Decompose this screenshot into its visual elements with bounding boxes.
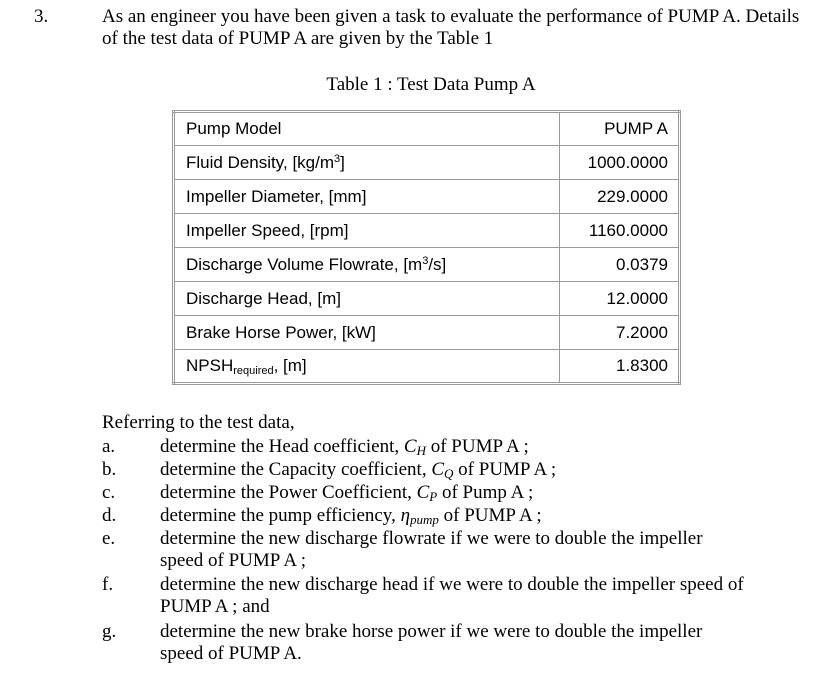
task-letter: b. (102, 459, 117, 480)
task-item-f (102, 574, 802, 618)
row-value: 7.2000 (560, 316, 680, 350)
task-text (160, 505, 780, 527)
row-label: Impeller Diameter, [mm] (174, 180, 560, 214)
symbol-subscript: Q (444, 466, 454, 481)
row-label (174, 248, 560, 282)
task-letter: f. (102, 574, 114, 595)
row-value: 229.0000 (560, 180, 680, 214)
question-number: 3. (34, 6, 49, 27)
task-text: determine the new discharge head if we were to double the impeller speed of PUMP A ; and (160, 574, 744, 617)
table-row (174, 282, 680, 316)
table-row (174, 180, 680, 214)
row-label-text: Discharge Volume Flowrate, [m (186, 254, 423, 274)
symbol-c-q (431, 459, 453, 480)
row-label: Discharge Head, [m] (174, 282, 560, 316)
task-item-d (102, 505, 802, 527)
row-label (174, 146, 560, 180)
row-label: Pump Model (174, 112, 560, 146)
task-text: determine the new brake horse power if we were to double the impeller speed of PUMP A. (160, 621, 703, 664)
row-label: Impeller Speed, [rpm] (174, 214, 560, 248)
row-label: Brake Horse Power, [kW] (174, 316, 560, 350)
row-value: 1160.0000 (560, 214, 680, 248)
row-label-suffix: /s] (428, 254, 447, 274)
unit-subscript: required (233, 365, 274, 377)
tasks-lead: Referring to the test data, (102, 412, 295, 433)
row-value: PUMP A (560, 112, 680, 146)
table-row (174, 248, 680, 282)
task-text (160, 459, 780, 481)
symbol-subscript: P (429, 489, 438, 504)
row-value: 1.8300 (560, 350, 680, 384)
unit-superscript: 3 (334, 152, 341, 165)
task-letter: c. (102, 482, 116, 503)
table-row (174, 316, 680, 350)
test-data-table (172, 110, 681, 385)
task-item-a (102, 436, 802, 458)
task-item-c (102, 482, 802, 504)
row-label-suffix: ] (340, 152, 345, 172)
task-text-pre: determine the Power Coefficient, (160, 482, 417, 503)
table-row (174, 146, 680, 180)
symbol-subscript: pump (410, 512, 439, 527)
task-text: determine the new discharge flowrate if we were to double the impeller speed of PUMP A ; (160, 528, 703, 571)
task-item-b (102, 459, 802, 481)
task-item-e (102, 528, 802, 572)
symbol-base: η (400, 505, 411, 526)
task-text (160, 482, 780, 504)
task-text-post: of PUMP A ; (453, 459, 557, 480)
row-value: 0.0379 (560, 248, 680, 282)
symbol-subscript: H (416, 443, 426, 458)
symbol-c-p (417, 482, 438, 503)
unit-superscript: 3 (422, 254, 429, 267)
task-text-post: of PUMP A ; (425, 436, 529, 457)
row-label (174, 350, 560, 384)
task-text-post: of PUMP A ; (438, 505, 542, 526)
task-text-pre: determine the Head coefficient, (160, 436, 404, 457)
row-value: 12.0000 (560, 282, 680, 316)
task-letter: e. (102, 528, 116, 549)
task-letter: g. (102, 621, 117, 642)
task-text-pre: determine the pump efficiency, (160, 505, 401, 526)
symbol-base: C (403, 436, 417, 457)
table-row (174, 112, 680, 146)
symbol-base: C (431, 459, 445, 480)
question-intro: As an engineer you have been given a task to evaluate the performance of PUMP A. Details of the test data of PUMP A are given by the Table 1 (102, 6, 800, 49)
row-label-text: Fluid Density, [kg/m (186, 152, 335, 172)
table-row (174, 214, 680, 248)
row-value: 1000.0000 (560, 146, 680, 180)
task-letter: a. (102, 436, 116, 457)
symbol-base: C (416, 482, 430, 503)
task-item-g (102, 621, 802, 665)
task-letter: d. (102, 505, 117, 526)
row-label-text: NPSH (186, 356, 234, 375)
row-label-suffix: , [m] (273, 356, 307, 375)
task-text (160, 436, 780, 458)
task-text-post: of Pump A ; (437, 482, 534, 503)
symbol-eta-pump (401, 505, 439, 526)
table-caption: Table 1 : Test Data Pump A (326, 74, 536, 95)
symbol-c-h (404, 436, 426, 457)
task-text-pre: determine the Capacity coefficient, (160, 459, 432, 480)
table-row (174, 350, 680, 384)
